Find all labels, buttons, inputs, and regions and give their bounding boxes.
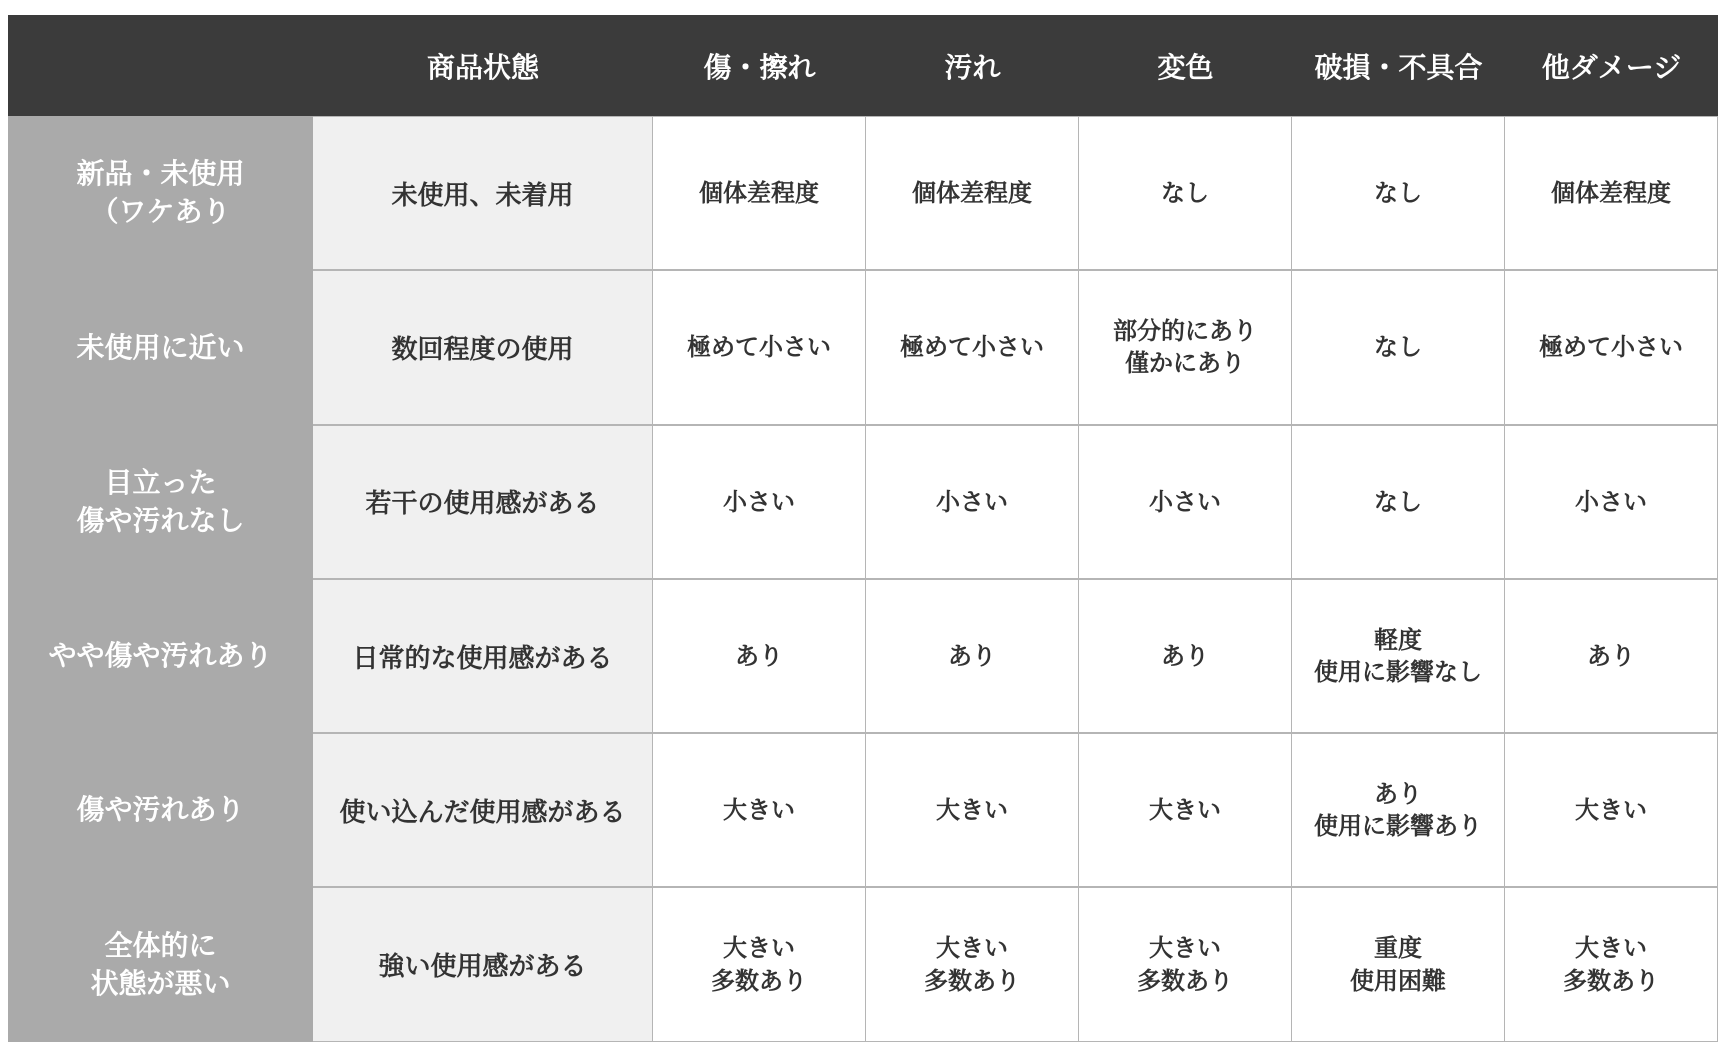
table-cell: 個体差程度 xyxy=(1504,116,1718,270)
table-cell: 大きい xyxy=(652,733,866,887)
usage-description: 若干の使用感がある xyxy=(313,425,653,579)
rank-label: 全体的に 状態が悪い xyxy=(8,887,313,1041)
table-cell: 大きい 多数あり xyxy=(1504,887,1718,1041)
table-cell: 軽度 使用に影響なし xyxy=(1291,579,1505,733)
usage-description: 未使用、未着用 xyxy=(313,116,653,270)
table-cell: 大きい 多数あり xyxy=(1078,887,1292,1041)
header-stains: 汚れ xyxy=(866,15,1079,116)
table-cell: なし xyxy=(1291,270,1505,424)
table-cell: 大きい 多数あり xyxy=(865,887,1079,1041)
usage-description: 数回程度の使用 xyxy=(313,270,653,424)
table-cell: なし xyxy=(1078,116,1292,270)
table-cell: あり xyxy=(1504,579,1718,733)
table-cell: 極めて小さい xyxy=(865,270,1079,424)
table-cell: 大きい xyxy=(1078,733,1292,887)
table-cell: 極めて小さい xyxy=(652,270,866,424)
rank-label: やや傷や汚れあり xyxy=(8,579,313,733)
rank-label: 傷や汚れあり xyxy=(8,733,313,887)
table-cell: あり xyxy=(1078,579,1292,733)
header-other-damage: 他ダメージ xyxy=(1505,15,1718,116)
usage-description: 日常的な使用感がある xyxy=(313,579,653,733)
header-discoloration: 変色 xyxy=(1079,15,1292,116)
table-cell: 小さい xyxy=(1504,425,1718,579)
table-cell: 大きい xyxy=(865,733,1079,887)
header-condition: 商品状態 xyxy=(313,15,653,116)
table-cell: あり xyxy=(652,579,866,733)
rank-label: 目立った 傷や汚れなし xyxy=(8,425,313,579)
table-cell: 極めて小さい xyxy=(1504,270,1718,424)
table-cell: 小さい xyxy=(652,425,866,579)
table-cell: 個体差程度 xyxy=(865,116,1079,270)
header-scratches: 傷・擦れ xyxy=(653,15,866,116)
table-cell: なし xyxy=(1291,425,1505,579)
header-damage: 破損・不具合 xyxy=(1292,15,1505,116)
table-cell: 重度 使用困難 xyxy=(1291,887,1505,1041)
condition-table xyxy=(8,15,1718,1042)
rank-label: 新品・未使用 （ワケあり xyxy=(8,116,313,270)
table-cell: 大きい 多数あり xyxy=(652,887,866,1041)
header-blank-cell xyxy=(8,15,313,116)
table-cell: 小さい xyxy=(1078,425,1292,579)
table-cell: 小さい xyxy=(865,425,1079,579)
table-cell: 部分的にあり 僅かにあり xyxy=(1078,270,1292,424)
table-cell: なし xyxy=(1291,116,1505,270)
table-cell: 大きい xyxy=(1504,733,1718,887)
table-cell: あり xyxy=(865,579,1079,733)
rank-label: 未使用に近い xyxy=(8,270,313,424)
table-cell: あり 使用に影響あり xyxy=(1291,733,1505,887)
usage-description: 強い使用感がある xyxy=(313,887,653,1041)
usage-description: 使い込んだ使用感がある xyxy=(313,733,653,887)
table-cell: 個体差程度 xyxy=(652,116,866,270)
